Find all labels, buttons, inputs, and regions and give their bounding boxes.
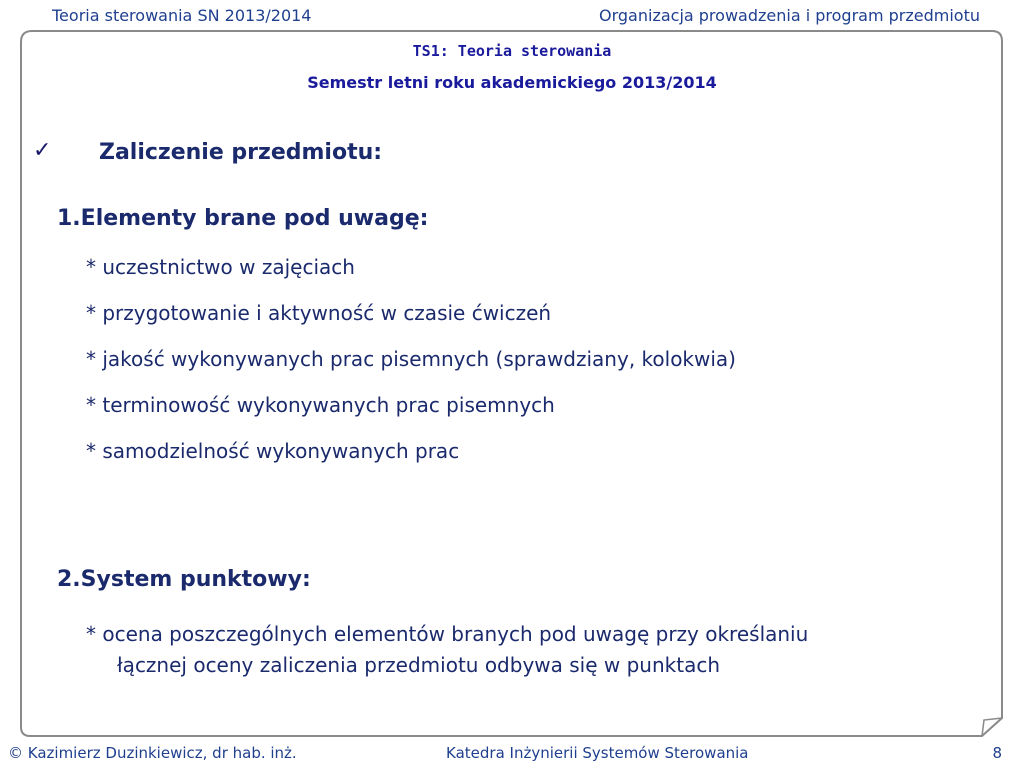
checkmark-icon: ✓	[33, 138, 52, 163]
footer-department: Katedra Inżynierii Systemów Sterowania	[446, 744, 749, 762]
slide-subtitle: Semestr letni roku akademickiego 2013/2014	[307, 73, 717, 92]
list-item-continuation: łącznej oceny zaliczenia przedmiotu odbywa się w punktach	[117, 653, 720, 677]
list-item: * ocena poszczególnych elementów branych pod uwagę przy określaniu	[86, 622, 809, 646]
list-item: * terminowość wykonywanych prac pisemnych	[86, 393, 555, 417]
page-number: 8	[992, 744, 1002, 762]
list-item: * przygotowanie i aktywność w czasie ćwiczeń	[86, 301, 552, 325]
list-item: * jakość wykonywanych prac pisemnych (sprawdziany, kolokwia)	[86, 347, 736, 371]
section-heading: Zaliczenie przedmiotu:	[99, 140, 383, 165]
footer-author: © Kazimierz Duzinkiewicz, dr hab. inż.	[8, 744, 297, 762]
part1-heading: 1.Elementy brane pod uwagę:	[57, 206, 429, 231]
list-item: * samodzielność wykonywanych prac	[86, 439, 460, 463]
header-course-title: Teoria sterowania SN 2013/2014	[52, 6, 312, 25]
header-section-title: Organizacja prowadzenia i program przedmiotu	[599, 6, 980, 25]
slide-title: TS1: Teoria sterowania	[412, 42, 612, 60]
part2-heading: 2.System punktowy:	[57, 567, 311, 592]
list-item: * uczestnictwo w zajęciach	[86, 255, 355, 279]
